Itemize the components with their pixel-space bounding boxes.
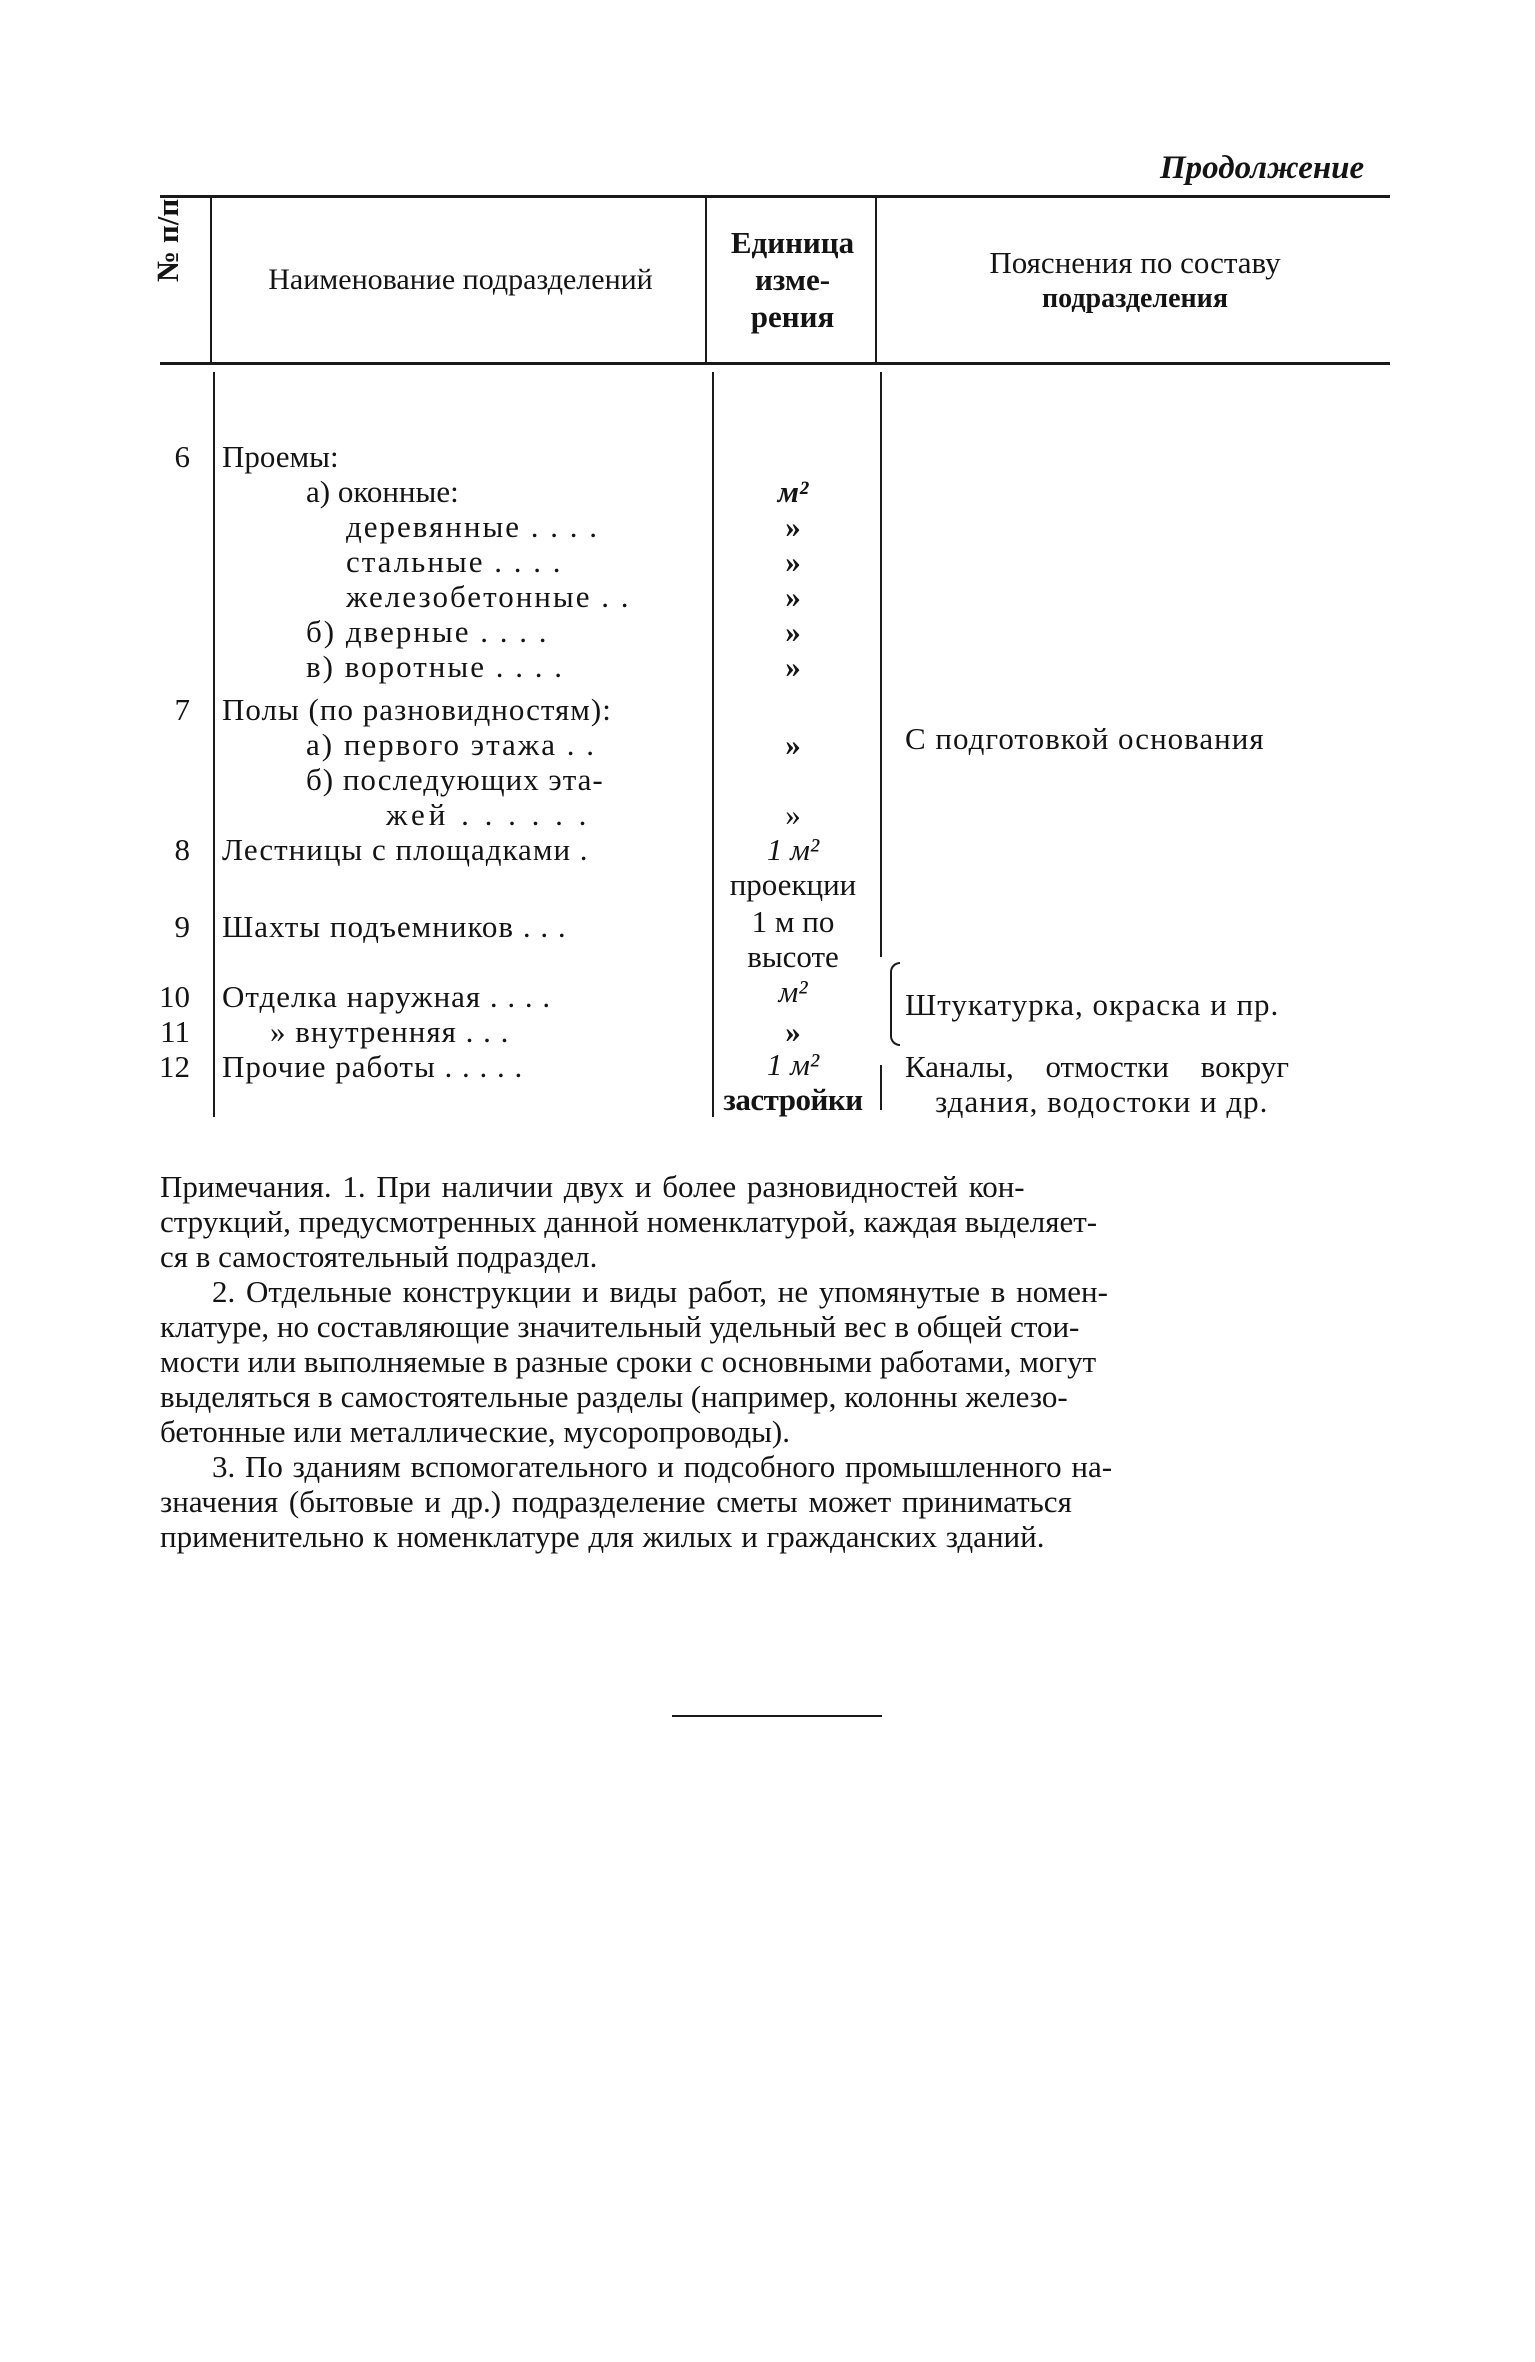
header-unit-line3: рения bbox=[750, 299, 835, 334]
note-line-2: струкций, предусмотренных данной номенклатурой, каждая выделяет- bbox=[160, 1204, 1098, 1239]
row-name-floors: Полы (по разновидностям): bbox=[222, 692, 612, 727]
row-name-windows: а) оконные: bbox=[306, 474, 459, 509]
table-header-rule bbox=[160, 362, 1390, 365]
row-name-doors: б) дверные . . . . bbox=[306, 614, 549, 649]
row-unit-exterior-finish: м² bbox=[778, 974, 808, 1009]
note-line-8: бетонные или металлические, мусоропроводы). bbox=[160, 1414, 791, 1449]
note-line-9: 3. По зданиям вспомогательного и подсобного промышленного на- bbox=[212, 1449, 1113, 1484]
row-name-next-floors-cont: жей . . . . . . bbox=[386, 797, 591, 832]
row-num-6: 6 bbox=[174, 439, 190, 474]
continuation-heading: Продолжение bbox=[1160, 150, 1365, 186]
row-name-first-floor: а) первого этажа . . bbox=[306, 727, 596, 762]
col-divider-3-body-bottom bbox=[880, 1065, 882, 1110]
row-unit-steel: » bbox=[785, 544, 801, 579]
row-num-8: 8 bbox=[174, 832, 190, 867]
row-unit-interior-finish: » bbox=[785, 1014, 801, 1049]
row-name-reinforced-concrete: железобетонные . . bbox=[346, 579, 631, 614]
row-num-9: 9 bbox=[174, 909, 190, 944]
closing-rule bbox=[672, 1715, 882, 1717]
note-line-3: ся в самостоятельный подраздел. bbox=[160, 1239, 598, 1274]
row-unit-shafts: 1 м по bbox=[751, 904, 835, 939]
row-unit-other-works-cont: застройки bbox=[723, 1082, 863, 1117]
row-name-other-works: Прочие работы . . . . . bbox=[222, 1049, 524, 1084]
col-divider-1-body bbox=[213, 372, 215, 1117]
header-note-line1: Пояснения по составу bbox=[989, 245, 1281, 280]
row-num-11: 11 bbox=[160, 1014, 190, 1049]
row-name-gates: в) воротные . . . . bbox=[306, 649, 564, 684]
note-line-10: значения (бытовые и др.) подразделение сметы может приниматься bbox=[160, 1484, 1072, 1519]
brace-finishing bbox=[890, 962, 900, 1046]
row-unit-stairs-cont: проекции bbox=[729, 867, 857, 902]
row-unit-shafts-cont: высоте bbox=[747, 939, 839, 974]
row-unit-doors: » bbox=[785, 614, 801, 649]
row-num-12: 12 bbox=[159, 1049, 190, 1084]
note-line-6: мости или выполняемые в разные сроки с основными работами, могут bbox=[160, 1344, 1097, 1379]
row-name-interior-finish: » внутренняя . . . bbox=[270, 1014, 510, 1049]
header-unit-line2: изме- bbox=[754, 262, 831, 297]
explanation-finishing: Штукатурка, окраска и пр. bbox=[905, 987, 1280, 1022]
row-name-steel: стальные . . . . bbox=[346, 544, 563, 579]
row-unit-next-floors: » bbox=[785, 797, 801, 832]
note-line-11: применительно к номенклатуре для жилых и гражданских зданий. bbox=[160, 1519, 1045, 1554]
explanation-floors: С подготовкой основания bbox=[905, 721, 1265, 756]
row-name-wooden: деревянные . . . . bbox=[346, 509, 600, 544]
header-num: № п/п bbox=[150, 198, 185, 282]
col-divider-3 bbox=[875, 198, 877, 362]
col-divider-1 bbox=[210, 198, 212, 362]
header-note-line2: подразделения bbox=[1042, 283, 1228, 314]
explanation-other-line1: Каналы, отмостки вокруг bbox=[905, 1049, 1289, 1084]
row-unit-gates: » bbox=[785, 649, 801, 684]
col-divider-2 bbox=[705, 198, 707, 362]
note-line-7: выделяться в самостоятельные разделы (например, колонны железо- bbox=[160, 1379, 1068, 1414]
row-num-10: 10 bbox=[159, 979, 190, 1014]
row-name-exterior-finish: Отделка наружная . . . . bbox=[222, 979, 552, 1014]
row-name-shafts: Шахты подъемников . . . bbox=[222, 909, 567, 944]
row-unit-windows: м² bbox=[777, 474, 809, 509]
row-unit-reinforced-concrete: » bbox=[785, 579, 801, 614]
header-name: Наименование подразделений bbox=[268, 263, 653, 296]
row-name-openings: Проемы: bbox=[222, 439, 339, 474]
note-line-4: 2. Отдельные конструкции и виды работ, не упомянутые в номен- bbox=[212, 1274, 1108, 1309]
row-name-next-floors: б) последующих эта- bbox=[306, 762, 604, 797]
note-line-1: Примечания. 1. При наличии двух и более разновидностей кон- bbox=[160, 1169, 1025, 1204]
note-line-5: клатуре, но составляющие значительный удельный вес в общей стои- bbox=[160, 1309, 1080, 1344]
row-unit-first-floor: » bbox=[785, 727, 801, 762]
table-top-rule bbox=[160, 195, 1390, 198]
header-unit-line1: Единица bbox=[730, 225, 855, 260]
row-unit-wooden: » bbox=[785, 509, 801, 544]
row-unit-stairs: 1 м² bbox=[766, 832, 820, 867]
row-unit-other-works: 1 м² bbox=[766, 1047, 820, 1082]
col-divider-3-body-top bbox=[880, 372, 882, 957]
row-num-7: 7 bbox=[174, 692, 190, 727]
row-name-stairs: Лестницы с площадками . bbox=[222, 832, 589, 867]
explanation-other-line2: здания, водостоки и др. bbox=[935, 1084, 1269, 1119]
